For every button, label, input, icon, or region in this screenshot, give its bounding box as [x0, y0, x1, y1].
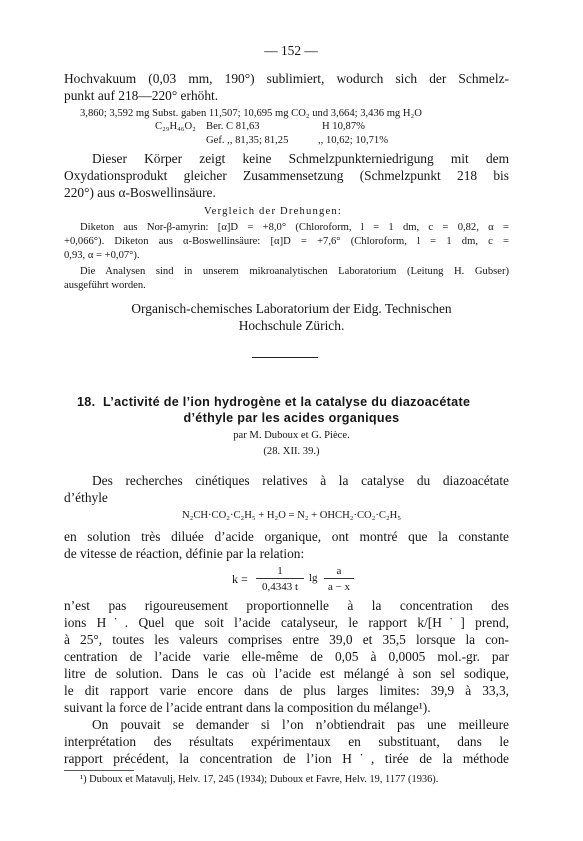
paragraph-line: Des recherches cinétiques relatives à la catalyse du diazoacétate: [92, 473, 509, 488]
footnote: ¹) Duboux et Matavulj, Helv. 17, 245 (1934); Duboux et Favre, Helv. 19, 1177 (1936).: [80, 774, 439, 785]
rate-formula-a-minus-x: a − x: [327, 581, 351, 593]
rotations-line: Diketon aus Nor-β-amyrin: [α]D = +8,0° (Chloroform, l = 1 dm, c = 0,82, α =: [80, 222, 509, 233]
paragraph-line: interprétation des résultats expérimentaux en substituant, dans le: [64, 734, 509, 749]
analysis-found: Gef. ,, 81,35; 81,25: [206, 135, 289, 146]
analysis-line: 3,860; 3,592 mg Subst. gaben 11,507; 10,695 mg CO₂ und 3,664; 3,436 mg H₂O: [80, 108, 422, 119]
article-title: d’éthyle par les acides organiques: [183, 411, 400, 425]
rate-formula-denominator: 0,4343 t: [261, 581, 299, 593]
rate-formula-log: lg: [309, 572, 318, 584]
article-title: L’activité de l’ion hydrogène et la catalyse du diazoacétate: [103, 395, 471, 409]
article-number: 18.: [77, 395, 96, 409]
paragraph-line: centration de l’acide varie elle-même de 0,05 à 0,0005 mol.-gr. par: [64, 649, 509, 664]
rate-formula-numerator: 1: [277, 565, 283, 577]
rate-formula-a: a: [336, 565, 342, 577]
paragraph-line: Dieser Körper zeigt keine Schmelzpunkterniedrigung mit dem: [92, 151, 509, 166]
rotations-line: 0,93, α = +0,07°).: [64, 250, 140, 261]
paragraph-line: ions H˙. Quel que soit l’acide catalyseur, le rapport k/[H˙] prend,: [64, 615, 509, 630]
section-divider: [252, 357, 318, 358]
analyses-note-line: Die Analysen sind in unserem mikroanalytischen Laboratorium (Leitung H. Gubser): [80, 266, 509, 277]
paragraph-line: en solution très diluée d’acide organique, ont montré que la constante: [64, 529, 509, 544]
article-date: (28. XII. 39.): [263, 446, 320, 457]
fraction-bar: [256, 578, 304, 579]
paragraph-line: le dit rapport varie encore dans de plus larges limites: 39,9 à 33,3,: [64, 683, 509, 698]
lab-affiliation: Hochschule Zürich.: [238, 318, 345, 333]
paragraph-line: de vitesse de réaction, définie par la relation:: [64, 546, 305, 561]
fraction-bar: [324, 578, 354, 579]
analysis-formula: C₂₉H₄₆O₂: [155, 121, 196, 132]
rotations-line: +0,066°). Diketon aus α-Boswellinsäure: [α]D = +7,6° (Chloroform, l = 1 dm, c =: [64, 236, 509, 247]
lab-affiliation: Organisch-chemisches Laboratorium der Eidg. Technischen: [131, 301, 452, 316]
page-number: — 152 —: [264, 43, 318, 58]
paragraph-line: d’éthyle: [64, 490, 108, 505]
rotations-heading: Vergleich der Drehungen:: [204, 206, 343, 217]
paragraph-line: punkt auf 218—220° erhöht.: [64, 88, 219, 103]
paragraph-line: Hochvakuum (0,03 mm, 190°) sublimiert, wodurch sich der Schmelz-: [64, 71, 509, 86]
paragraph-line: Oxydationsprodukt gleicher Zusammensetzung (Schmelzpunkt 218 bis: [64, 168, 509, 183]
paragraph-line: rapport précédent, la concentration de l’ion H˙, tirée de la méthode: [64, 751, 509, 766]
paragraph-line: à 25°, toutes les valeurs comprises entre 39,0 et 35,5 lorsque la con-: [64, 632, 509, 647]
paragraph-line: On pouvait se demander si l’on n’obtiendrait pas une meilleure: [92, 717, 509, 732]
analysis-calculated-h: H 10,87%: [322, 121, 365, 132]
paragraph-line: n’est pas rigoureusement proportionnelle à la concentration des: [64, 598, 509, 613]
analysis-calculated: Ber. C 81,63: [206, 121, 260, 132]
article-authors: par M. Duboux et G. Pièce.: [233, 430, 350, 441]
reaction-equation: N₂CH·CO₂·C₂H₅ + H₂O = N₂ + OHCH₂·CO₂·C₂H₅: [181, 510, 402, 521]
paragraph-line: 220°) aus α-Boswellinsäure.: [64, 185, 216, 200]
footnote-rule: [64, 770, 134, 771]
paragraph-line: litre de solution. Dans le cas où l’acide est mélangé à son sel sodique,: [64, 666, 509, 681]
analyses-note-line: ausgeführt worden.: [64, 280, 146, 291]
paragraph-line: suivant la force de l’acide entrant dans la composition du mélange¹).: [64, 700, 431, 715]
analysis-found-h: ,, 10,62; 10,71%: [318, 135, 389, 146]
rate-formula-lhs: k =: [232, 572, 248, 586]
